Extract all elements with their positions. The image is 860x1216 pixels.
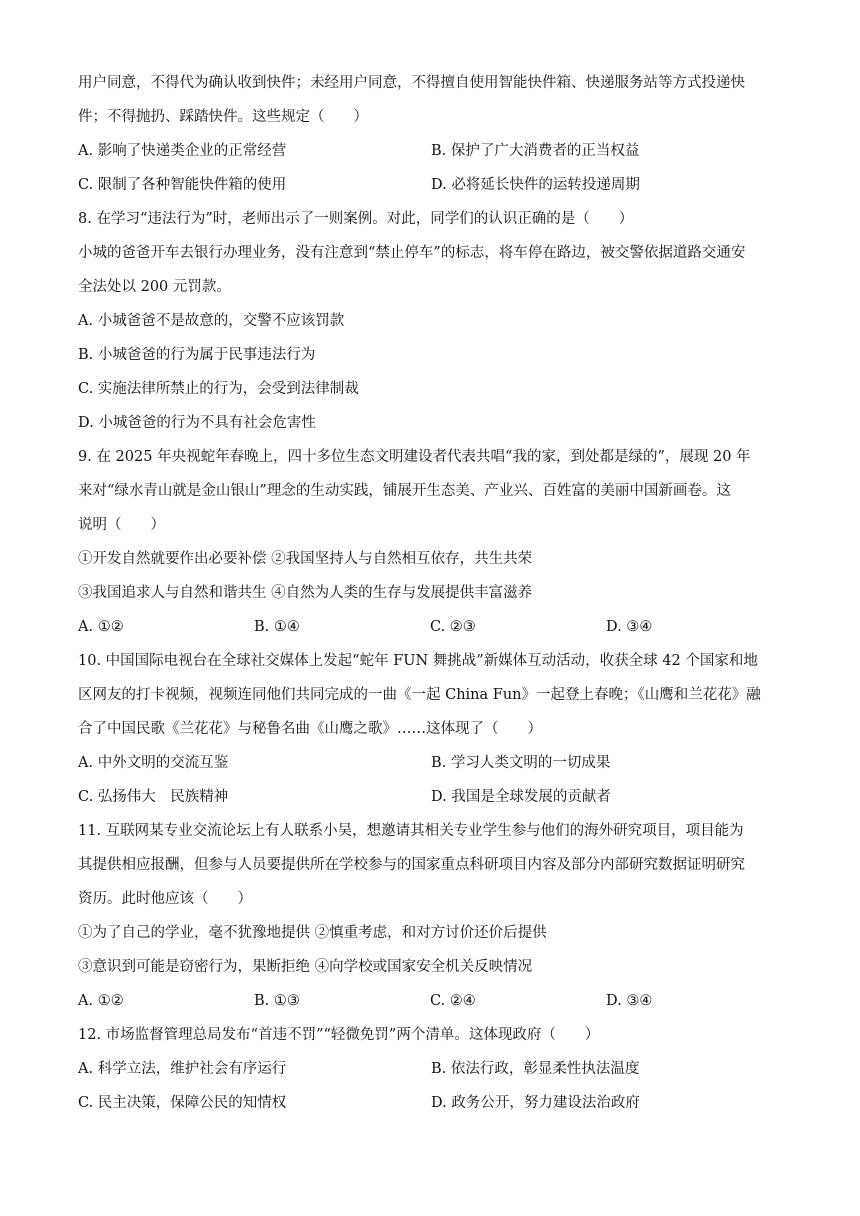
question-stem: 11. 互联网某专业交流论坛上有人联系小吴，想邀请其相关专业学生参与他们的海外研究项目，项目能为: [78, 823, 744, 839]
question-text-line: 资历。此时他应该（ ）: [78, 891, 252, 907]
option-b[interactable]: B. 小城爸爸的行为属于民事违法行为: [78, 347, 316, 363]
option-c[interactable]: C. 民主决策，保障公民的知情权: [78, 1095, 287, 1111]
option-a[interactable]: A. 中外文明的交流互鉴: [78, 755, 229, 771]
case-text-line: 小城的爸爸开车去银行办理业务，没有注意到“禁止停车”的标志，将车停在路边，被交警依据道路交通安: [78, 245, 746, 261]
exam-page: [78, 66, 784, 1120]
option-d[interactable]: D. 我国是全球发展的贡献者: [431, 789, 611, 805]
option-a[interactable]: A. 小城爸爸不是故意的，交警不应该罚款: [78, 313, 345, 329]
option-b[interactable]: B. 保护了广大消费者的正当权益: [431, 143, 640, 159]
question-10: [78, 644, 784, 814]
question-text-line: 其提供相应报酬，但参与人员要提供所在学校参与的国家重点科研项目内容及部分内部研究数据证明研究: [78, 857, 745, 873]
question-stem: 12. 市场监督管理总局发布“首违不罚”“轻微免罚”两个清单。这体现政府（ ）: [78, 1027, 600, 1043]
option-b[interactable]: B. 学习人类文明的一切成果: [431, 755, 611, 771]
option-d[interactable]: D. ③④: [606, 993, 653, 1009]
option-c[interactable]: C. ②③: [430, 619, 476, 635]
option-row: [78, 746, 784, 780]
question-text-line: 来对“绿水青山就是金山银山”理念的生动实践，铺展开生态美、产业兴、百姓富的美丽中国新画卷。这: [78, 483, 731, 499]
question-7: [78, 66, 784, 202]
option-row: [78, 610, 784, 644]
option-row: [78, 134, 784, 168]
option-d[interactable]: D. ③④: [606, 619, 653, 635]
option-d[interactable]: D. 小城爸爸的行为不具有社会危害性: [78, 415, 316, 431]
option-a[interactable]: A. ①②: [78, 993, 124, 1009]
option-a[interactable]: A. 科学立法，维护社会有序运行: [78, 1061, 287, 1077]
question-stem: 9. 在 2025 年央视蛇年春晚上，四十多位生态文明建设者代表共唱“我的家，到处都是绿的”，展现 20 年: [78, 449, 751, 465]
option-c[interactable]: C. ②④: [430, 993, 476, 1009]
option-row: [78, 168, 784, 202]
statement-line: ①开发自然就要作出必要补偿 ②我国坚持人与自然相互依存，共生共荣: [78, 551, 533, 567]
option-c[interactable]: C. 实施法律所禁止的行为，会受到法律制裁: [78, 381, 359, 397]
option-row: [78, 780, 784, 814]
question-text-line: 用户同意，不得代为确认收到快件；未经用户同意，不得擅自使用智能快件箱、快递服务站等方式投递快: [78, 75, 745, 91]
option-d[interactable]: D. 必将延长快件的运转投递周期: [431, 177, 640, 193]
option-d[interactable]: D. 政务公开，努力建设法治政府: [431, 1095, 640, 1111]
option-a[interactable]: A. ①②: [78, 619, 124, 635]
question-stem: 10. 中国国际电视台在全球社交媒体上发起“蛇年 FUN 舞挑战”新媒体互动活动，收获全球 42 个国家和地: [78, 653, 758, 669]
option-b[interactable]: B. ①④: [254, 619, 300, 635]
option-b[interactable]: B. 依法行政，彰显柔性执法温度: [431, 1061, 640, 1077]
statement-line: ③我国追求人与自然和谐共生 ④自然为人类的生存与发展提供丰富滋养: [78, 585, 533, 601]
question-8: [78, 202, 784, 440]
statement-line: ①为了自己的学业，毫不犹豫地提供 ②慎重考虑，和对方讨价还价后提供: [78, 925, 547, 941]
option-a[interactable]: A. 影响了快递类企业的正常经营: [78, 143, 287, 159]
option-b[interactable]: B. ①③: [254, 993, 300, 1009]
statement-line: ③意识到可能是窃密行为，果断拒绝 ④向学校或国家安全机关反映情况: [78, 959, 533, 975]
question-11: [78, 814, 784, 1018]
option-row: [78, 984, 784, 1018]
question-text-line: 件；不得抛扔、踩踏快件。这些规定（ ）: [78, 109, 368, 125]
question-9: [78, 440, 784, 644]
question-stem: 8. 在学习“违法行为”时，老师出示了一则案例。对此，同学们的认识正确的是（ ）: [78, 211, 634, 227]
option-row: [78, 1086, 784, 1120]
question-text-line: 说明（ ）: [78, 517, 165, 533]
question-12: [78, 1018, 784, 1120]
option-c[interactable]: C. 弘扬伟大 民族精神: [78, 789, 229, 805]
option-row: [78, 1052, 784, 1086]
question-text-line: 合了中国民歌《兰花花》与秘鲁名曲《山鹰之歌》……这体现了（ ）: [78, 721, 542, 737]
case-text-line: 全法处以 200 元罚款。: [78, 279, 231, 295]
option-c[interactable]: C. 限制了各种智能快件箱的使用: [78, 177, 287, 193]
question-text-line: 区网友的打卡视频，视频连同他们共同完成的一曲《一起 China Fun》一起登上春晚；《山鹰和兰花花》融: [78, 687, 761, 703]
